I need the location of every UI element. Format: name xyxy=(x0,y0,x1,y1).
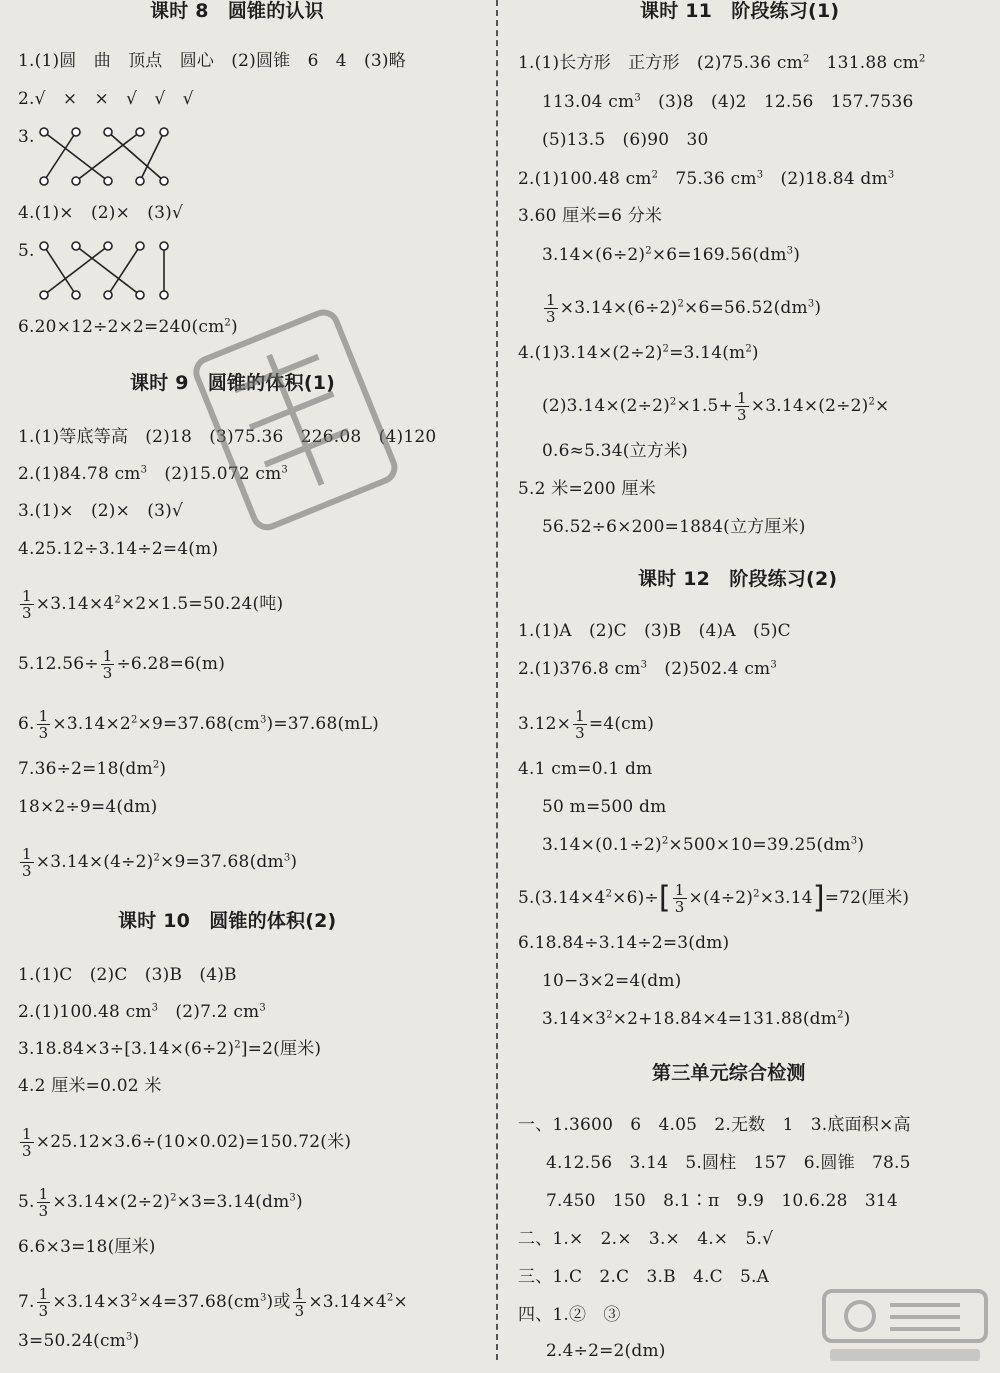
column-divider xyxy=(496,0,498,1360)
l11-q1c: (5)13.5 (6)90 30 xyxy=(542,130,709,150)
l8-q4: 4.(1)× (2)× (3)√ xyxy=(18,203,183,223)
fraction: $\frac{1}{3}$ xyxy=(38,707,49,742)
fraction: $\frac{1}{3}$ xyxy=(546,291,556,326)
u3-part4-q1: 四、1.② ③ xyxy=(518,1305,621,1325)
l10-q1: 1.(1)C (2)C (3)B (4)B xyxy=(18,965,237,985)
fraction: $\frac{1}{3}$ xyxy=(674,881,685,916)
l11-q3c: $\frac{1}{3}$ $\times 3.14\times(6\div 2)^2\times 6=56.52(dm^3)$ xyxy=(546,291,822,326)
l11-q3a: 3.60 厘米=6 分米 xyxy=(518,206,663,226)
u3-part1-line1: 一、1.3600 6 4.05 2.无数 1 3.底面积×高 xyxy=(518,1115,911,1135)
l12-q1: 1.(1)A (2)C (3)B (4)A (5)C xyxy=(518,621,791,641)
l10-q4a: 4.2 厘米=0.02 米 xyxy=(18,1076,162,1096)
l10-q3: $3.18.84\times 3\div[3.14\times(6\div 2)^2]=2$(厘米) xyxy=(18,1039,322,1059)
u3-part3: 三、1.C 2.C 3.B 4.C 5.A xyxy=(518,1267,770,1287)
l10-q5: 5. $\frac{1}{3}$ $\times 3.14\times(2\div 2)^2\times 3=3.14(dm^3)$ xyxy=(18,1185,303,1220)
l11-q4a: $4.(1)3.14\times(2\div 2)^2=3.14(m^2)$ xyxy=(518,343,759,363)
l11-q2: 2.(1)100.48 $cm^2$ 75.36 $cm^3$ (2)18.84 $dm^3$ xyxy=(518,169,895,189)
lesson-10-title: 课时 10 圆锥的体积(2) xyxy=(118,910,337,932)
l12-q4c: $3.14\times(0.1\div 2)^2\times 500\times 10=39.25(dm^3)$ xyxy=(542,835,865,855)
l9-q5: 5.12.56÷ $\frac{1}{3}$ ÷6.28=6(m) xyxy=(18,647,226,682)
lesson-12-title: 课时 12 阶段练习(2) xyxy=(638,568,838,590)
l9-q2: 2.(1)84.78 $cm^3$ (2)15.072 $cm^3$ xyxy=(18,464,288,484)
u3-part1-line3: 7.450 150 8.1∶π 9.9 10.6.28 314 xyxy=(546,1191,898,1211)
l9-q3: 3.(1)× (2)× (3)√ xyxy=(18,501,183,521)
l9-q7c: $\frac{1}{3}$ $\times 3.14\times(4\div 2)^2\times 9=37.68(dm^3)$ xyxy=(22,845,298,880)
l8-q2: 2.√ × × √ √ √ xyxy=(18,89,194,109)
l12-q6a: 6.18.84÷3.14÷2=3(dm) xyxy=(518,933,730,953)
l10-q4b: $\frac{1}{3}$ ×25.12×3.6÷(10×0.02)=150.72(米) xyxy=(22,1125,352,1160)
l11-q1b: 113.04 $cm^3$ (3)8 (4)2 12.56 157.7536 xyxy=(542,92,914,112)
l10-q7b: $3=50.24(cm^3)$ xyxy=(18,1331,140,1351)
l12-q6b: 10−3×2=4(dm) xyxy=(542,971,682,991)
l8-q5: 5. xyxy=(18,241,35,261)
l9-q6: 6. $\frac{1}{3}$ $\times 3.14\times 2^2\times 9=37.68(cm^3)=37.68(mL)$ xyxy=(18,707,379,742)
l9-q4b: $\frac{1}{3}$ $\times 3.14\times 4^2\times 2\times 1.5=50.24$(吨) xyxy=(22,587,284,622)
l12-q6c: $3.14\times 3^2\times 2+18.84\times 4=131.88(dm^2)$ xyxy=(542,1009,851,1029)
l12-q5: $5.(3.14\times 4^2\times 6)\div$[ $\frac{1}{3}$ $\times(4\div 2)^2\times 3.14]=72$(厘米) xyxy=(518,880,910,916)
l11-q4c: 0.6≈5.34(立方米) xyxy=(542,441,688,461)
fraction: $\frac{1}{3}$ xyxy=(294,1285,305,1320)
l10-q6: 6.6×3=18(厘米) xyxy=(18,1237,156,1257)
fraction: $\frac{1}{3}$ xyxy=(102,647,113,682)
l12-q4b: 50 m=500 dm xyxy=(542,797,667,817)
unit-3-title: 第三单元综合检测 xyxy=(652,1062,806,1084)
fraction: $\frac{1}{3}$ xyxy=(575,707,585,742)
lesson-8-title: 课时 8 圆锥的认识 xyxy=(150,0,324,22)
matching-diagram-3 xyxy=(36,126,196,188)
lesson-9-title: 课时 9 圆锥的体积(1) xyxy=(130,372,336,394)
lesson-11-title: 课时 11 阶段练习(1) xyxy=(640,0,840,22)
l8-q1: 1.(1)圆 曲 顶点 圆心 (2)圆锥 6 4 (3)略 xyxy=(18,51,406,71)
l11-q1a: 1.(1)长方形 正方形 (2)75.36 $cm^2$ 131.88 $cm^2$ xyxy=(518,53,926,73)
site-logo-watermark-icon xyxy=(820,1287,990,1367)
l8-q3: 3. xyxy=(18,127,35,147)
l11-q3b: $3.14\times(6\div 2)^2\times 6=169.56(dm^3)$ xyxy=(542,245,801,265)
u3-part4-q2: 2.4÷2=2(dm) xyxy=(546,1341,666,1361)
l11-q4b: $(2)3.14\times(2\div 2)^2\times 1.5+$ $\frac{1}{3}$ $\times 3.14\times(2\div 2)^2\times$ xyxy=(542,389,890,424)
l12-q4a: 4.1 cm=0.1 dm xyxy=(518,759,653,779)
fraction: $\frac{1}{3}$ xyxy=(737,389,747,424)
fraction: $\frac{1}{3}$ xyxy=(22,845,32,880)
l8-q6: $6.20\times 12\div 2\times 2=240(cm^2)$ xyxy=(18,317,238,337)
l9-q4a: 4.25.12÷3.14÷2=4(m) xyxy=(18,539,219,559)
fraction: $\frac{1}{3}$ xyxy=(38,1185,49,1220)
l11-q5b: 56.52÷6×200=1884(立方厘米) xyxy=(542,517,806,537)
l9-q7b: 18×2÷9=4(dm) xyxy=(18,797,158,817)
l9-q1: 1.(1)等底等高 (2)18 (3)75.36 226.08 (4)120 xyxy=(18,427,437,447)
u3-part2: 二、1.× 2.× 3.× 4.× 5.√ xyxy=(518,1229,774,1249)
l10-q2: 2.(1)100.48 $cm^3$ (2)7.2 $cm^3$ xyxy=(18,1002,266,1022)
l10-q7a: 7. $\frac{1}{3}$ $\times 3.14\times 3^2\times 4=37.68(cm^3)$或 $\frac{1}{3}$ $\times 3.14\times 4^2\times$ xyxy=(18,1285,408,1320)
fraction: $\frac{1}{3}$ xyxy=(38,1285,49,1320)
l12-q2: 2.(1)376.8 $cm^3$ (2)502.4 $cm^3$ xyxy=(518,659,777,679)
l11-q5a: 5.2 米=200 厘米 xyxy=(518,479,656,499)
l12-q3: 3.12× $\frac{1}{3}$ =4(cm) xyxy=(518,707,655,742)
matching-diagram-5 xyxy=(36,240,196,302)
l9-q7a: $7.36\div 2=18(dm^2)$ xyxy=(18,759,167,779)
fraction: $\frac{1}{3}$ xyxy=(22,587,32,622)
fraction: $\frac{1}{3}$ xyxy=(22,1125,32,1160)
stamp-watermark-icon xyxy=(180,288,420,548)
u3-part1-line2: 4.12.56 3.14 5.圆柱 157 6.圆锥 78.5 xyxy=(546,1153,911,1173)
